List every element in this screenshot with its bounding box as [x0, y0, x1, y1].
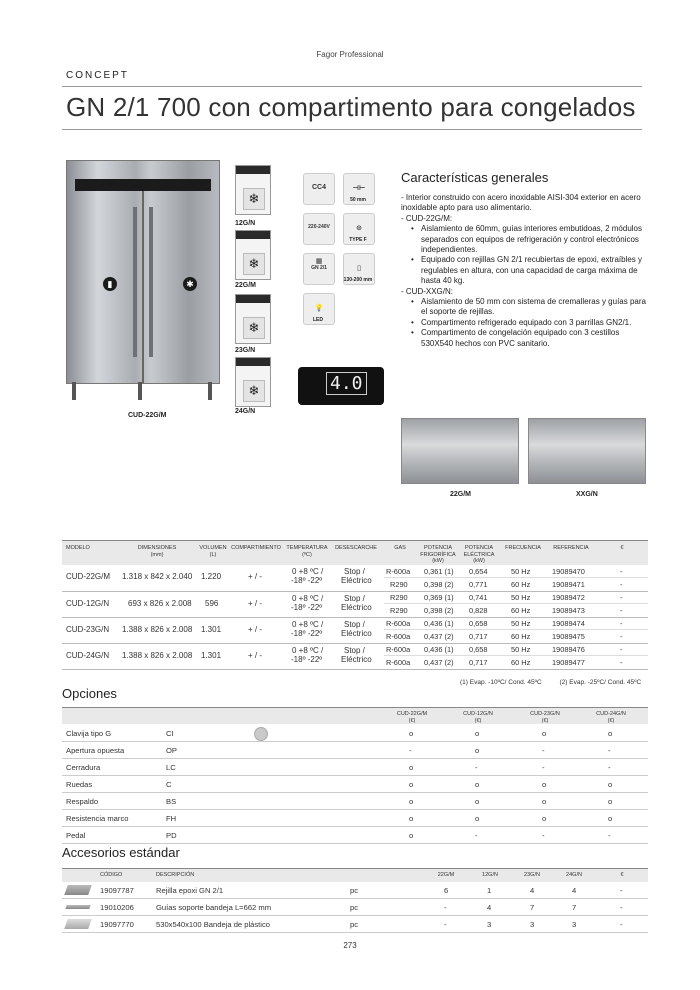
volume: 596 — [205, 599, 219, 608]
page-number: 273 — [343, 941, 357, 950]
option-name: Respaldo — [66, 797, 99, 806]
accessory-unit: pc — [350, 886, 359, 895]
gas: R-600a — [386, 645, 411, 654]
accessory-code: 19097787 — [100, 886, 134, 895]
accessory-code: 19097770 — [100, 920, 134, 929]
price: - — [620, 593, 623, 602]
col-header: TEMPERATURA (ºC) — [286, 545, 328, 558]
spec-table-header — [62, 540, 648, 565]
table-row — [62, 630, 648, 643]
option-value: o — [475, 746, 480, 755]
option-name: Resistencia marco — [66, 814, 129, 823]
lock-icon: ▮ — [103, 277, 117, 291]
option-value: - — [475, 763, 478, 772]
accessory-description: 530x540x100 Bandeja de plástico — [156, 920, 270, 929]
price: - — [620, 567, 623, 576]
defrost: Eléctrico — [341, 629, 372, 638]
interior-photo — [528, 418, 646, 484]
option-value: - — [475, 831, 478, 840]
col-header: REFERENCIA — [553, 545, 589, 551]
reference: 19089476 — [552, 645, 585, 654]
cooling-power: 0,369 (1) — [424, 593, 454, 602]
option-value: o — [409, 831, 414, 840]
cooling-power: 0,436 (1) — [424, 645, 454, 654]
dimensions: 1.318 x 842 x 2.040 — [122, 572, 193, 581]
option-row — [62, 759, 648, 776]
shelf-spacing-icon: ▯ — [343, 253, 375, 285]
option-name: Clavija tipo G — [66, 729, 112, 738]
option-value: - — [409, 746, 412, 755]
gas: R290 — [390, 593, 408, 602]
table-row — [62, 656, 648, 669]
price: - — [620, 658, 623, 667]
col-header: COMPARTIMIENTO — [231, 545, 281, 551]
volume: 1.220 — [201, 572, 222, 581]
frequency: 50 Hz — [511, 619, 531, 628]
variant-thumbnail — [235, 165, 271, 215]
col-header: 23G/N — [524, 872, 540, 878]
electric-power: 0,717 — [469, 658, 488, 667]
table-row — [62, 604, 648, 617]
cooling-power: 0,361 (1) — [424, 567, 454, 576]
col-header: DIMENSIONES (mm) — [137, 545, 177, 558]
accessory-qty: 4 — [530, 886, 535, 895]
accessory-qty: - — [444, 920, 447, 929]
snowflake-icon: ❄ — [243, 188, 265, 210]
accessory-row — [62, 899, 648, 916]
col-header: FRECUENCIA — [505, 545, 541, 551]
cooling-power: 0,398 (2) — [424, 580, 454, 589]
option-name: Pedal — [66, 831, 86, 840]
voltage-icon: 220-240V — [303, 213, 335, 245]
price: - — [620, 632, 623, 641]
feature-bullet: • Aislamiento de 50 mm con sistema de cremalleras y guías para el soporte de rejillas. — [409, 297, 651, 318]
reference: 19089477 — [552, 658, 585, 667]
model-name: CUD-22G/M — [66, 572, 111, 581]
gas: R-600a — [386, 658, 411, 667]
option-code: C — [166, 780, 172, 789]
dimensions: 693 x 826 x 2.008 — [128, 599, 192, 608]
frequency: 50 Hz — [511, 593, 531, 602]
col-header: DESCRIPCIÓN — [156, 872, 195, 878]
accessory-qty: 7 — [572, 903, 577, 912]
volume: 1.301 — [201, 651, 222, 660]
compartment: + / - — [248, 599, 263, 608]
accessory-price: - — [620, 886, 623, 895]
defrost: Stop / — [344, 646, 365, 655]
option-name: Apertura opuesta — [66, 746, 125, 755]
option-row — [62, 725, 648, 742]
col-header: GAS — [394, 545, 406, 551]
photo-label: XXG/N — [576, 491, 598, 498]
option-code: CI — [166, 729, 174, 738]
defrost: Eléctrico — [341, 603, 372, 612]
frequency: 50 Hz — [511, 567, 531, 576]
frequency: 60 Hz — [511, 658, 531, 667]
reference: 19089471 — [552, 580, 585, 589]
accessory-code: 19010206 — [100, 903, 134, 912]
feature-bullet: • Compartimento de congelación equipado con 3 cestillos 530X540 hechos con PVC sanitario. — [409, 328, 651, 349]
option-value: o — [608, 797, 613, 806]
variant-label: 24G/N — [235, 408, 256, 415]
plug-icon — [254, 727, 268, 741]
col-header: 12G/N — [482, 872, 498, 878]
table-notes — [460, 679, 657, 686]
gn-rack-icon: ▦ GN 2/1 — [303, 253, 335, 285]
option-value: o — [475, 729, 480, 738]
compartment: + / - — [248, 651, 263, 660]
gas: R290 — [390, 606, 408, 615]
accessory-price: - — [620, 903, 623, 912]
electric-power: 0,717 — [469, 632, 488, 641]
variant-thumbnail — [235, 294, 271, 344]
reference: 19089472 — [552, 593, 585, 602]
snowflake-icon: ❄ — [243, 317, 265, 339]
price: - — [620, 645, 623, 654]
compartment: + / - — [248, 572, 263, 581]
compartment: + / - — [248, 625, 263, 634]
option-value: o — [409, 797, 414, 806]
col-header: CUD-12G/N (€) — [463, 711, 493, 724]
divider — [62, 86, 642, 87]
variant-label: 12G/N — [235, 220, 256, 227]
defrost: Eléctrico — [341, 576, 372, 585]
option-value: o — [542, 814, 547, 823]
section-label: CONCEPT — [66, 70, 129, 81]
col-header: CUD-23G/N (€) — [530, 711, 560, 724]
divider — [62, 129, 642, 130]
accessory-qty: 7 — [530, 903, 535, 912]
reference: 19089470 — [552, 567, 585, 576]
option-code: BS — [166, 797, 177, 806]
plug-icon: ⊙ — [343, 213, 375, 245]
snowflake-icon: ✱ — [183, 277, 197, 291]
frequency: 60 Hz — [511, 632, 531, 641]
option-value: - — [542, 763, 545, 772]
frequency: 60 Hz — [511, 606, 531, 615]
accessory-row — [62, 882, 648, 899]
cooling-power: 0,437 (2) — [424, 632, 454, 641]
feature-line: - CUD-22G/M: — [401, 213, 453, 223]
accessory-qty: 3 — [530, 920, 535, 929]
col-header: CUD-24G/N (€) — [596, 711, 626, 724]
variant-thumbnail — [235, 230, 271, 280]
climate-class-icon: CC4 — [303, 173, 335, 205]
option-value: o — [475, 814, 480, 823]
defrost: Stop / — [344, 594, 365, 603]
option-value: o — [409, 814, 414, 823]
product-image — [66, 160, 224, 419]
volume: 1.301 — [201, 625, 222, 634]
option-value: o — [409, 729, 414, 738]
option-name: Cerradura — [66, 763, 101, 772]
variant-label: 22G/M — [235, 282, 257, 289]
shelf-spacing-label: 130-200 mm — [343, 277, 373, 283]
features-title: Características generales — [401, 170, 549, 185]
brand-name: Fagor Professional — [316, 50, 384, 59]
cooling-power: 0,398 (2) — [424, 606, 454, 615]
defrost: Eléctrico — [341, 655, 372, 664]
temperature: 0 +8 ºC / — [292, 567, 324, 576]
variant-label: 23G/N — [235, 347, 256, 354]
photo-label: 22G/M — [450, 491, 472, 498]
accessory-unit: pc — [350, 920, 359, 929]
col-header: CÓDIGO — [100, 872, 123, 878]
option-value: - — [608, 763, 611, 772]
electric-power: 0,658 — [469, 645, 488, 654]
price: - — [620, 580, 623, 589]
option-value: o — [608, 729, 613, 738]
col-header: VOLUMEN (L) — [199, 545, 227, 558]
price: - — [620, 606, 623, 615]
accessory-qty: 4 — [487, 903, 492, 912]
electric-power: 0,741 — [469, 593, 488, 602]
temperature: -18º -22º — [291, 655, 323, 664]
feature-line: - Interior construido con acero inoxidable AISI-304 exterior en acero inoxidable apto para uso alimentario. — [401, 193, 641, 213]
accessories-title: Accesorios estándar — [62, 845, 180, 860]
option-name: Ruedas — [66, 780, 93, 789]
accessory-qty: 1 — [487, 886, 492, 895]
col-header: MODELO — [66, 545, 90, 551]
feature-bullet: • Aislamiento de 60mm, guías interiores embutidoas, 2 módulos separados con equipos de refrigeración y control electrónicos independientes. — [409, 224, 651, 255]
tray-guide-image — [65, 905, 90, 909]
snowflake-icon: ❄ — [243, 380, 265, 402]
col-header: 22G/M — [437, 872, 455, 878]
option-row — [62, 742, 648, 759]
model-name: CUD-12G/N — [66, 599, 110, 608]
accessory-description: Rejilla epoxi GN 2/1 — [156, 886, 224, 895]
option-code: LC — [166, 763, 176, 772]
temperature: -18º -22º — [291, 576, 323, 585]
table-row — [62, 578, 648, 591]
electric-power: 0,654 — [469, 567, 488, 576]
electric-power: 0,771 — [469, 580, 488, 589]
note: (1) Evap. -10ºC/ Cond. 45ºC — [460, 679, 542, 686]
insulation-label: 50 mm — [350, 197, 366, 203]
option-value: o — [542, 780, 547, 789]
options-title: Opciones — [62, 686, 117, 701]
page-title: GN 2/1 700 con compartimento para congelados — [66, 92, 636, 122]
accessory-qty: 4 — [572, 886, 577, 895]
cooling-power: 0,437 (2) — [424, 658, 454, 667]
frequency: 50 Hz — [511, 645, 531, 654]
model-name: CUD-23G/N — [66, 625, 110, 634]
col-header: € — [620, 872, 624, 878]
reference: 19089474 — [552, 619, 585, 628]
option-value: - — [542, 746, 545, 755]
option-code: OP — [166, 746, 177, 755]
led-label: LED — [313, 317, 323, 323]
accessory-unit: pc — [350, 903, 359, 912]
dimensions: 1.388 x 826 x 2.008 — [122, 651, 193, 660]
interior-photo — [401, 418, 519, 484]
col-header: POTENCIA FRIGORÍFICA (kW) — [420, 545, 456, 564]
accessory-qty: - — [444, 903, 447, 912]
control-display — [298, 367, 384, 405]
gas: R-600a — [386, 619, 411, 628]
reference: 19089473 — [552, 606, 585, 615]
option-value: o — [608, 780, 613, 789]
option-row — [62, 827, 648, 844]
options-header — [62, 707, 648, 724]
variant-thumbnail — [235, 357, 271, 407]
option-row — [62, 810, 648, 827]
accessory-description: Guías soporte bandeja L=662 mm — [156, 903, 272, 912]
frequency: 60 Hz — [511, 580, 531, 589]
option-value: o — [542, 729, 547, 738]
option-row — [62, 793, 648, 810]
option-value: - — [542, 831, 545, 840]
features-list — [401, 193, 651, 349]
col-header: POTENCIA ELÉCTRICA (kW) — [463, 545, 495, 564]
accessory-price: - — [620, 920, 623, 929]
gas: R-600a — [386, 567, 411, 576]
temperature: -18º -22º — [291, 603, 323, 612]
col-header: € — [620, 545, 624, 551]
col-header: DESESCARCHE — [335, 545, 377, 551]
option-value: - — [608, 831, 611, 840]
defrost: Stop / — [344, 620, 365, 629]
feature-line: - CUD-XXG/N: — [401, 286, 453, 296]
gas: R290 — [390, 580, 408, 589]
accessories-header — [62, 868, 648, 882]
price: - — [620, 619, 623, 628]
model-name: CUD-24G/N — [66, 651, 110, 660]
lightbulb-icon: 💡 — [303, 293, 335, 325]
plug-label: TYPE F — [349, 237, 367, 243]
insulation-icon: ⊣⊢ — [343, 173, 375, 205]
temperature: 0 +8 ºC / — [292, 646, 324, 655]
col-header: CUD-22G/M (€) — [396, 711, 428, 724]
accessory-qty: 6 — [444, 886, 449, 895]
option-code: PD — [166, 831, 177, 840]
defrost: Stop / — [344, 567, 365, 576]
option-value: o — [542, 797, 547, 806]
col-header: 24G/N — [566, 872, 582, 878]
dimensions: 1.388 x 826 x 2.008 — [122, 625, 193, 634]
electric-power: 0,658 — [469, 619, 488, 628]
snowflake-icon: ❄ — [243, 253, 265, 275]
temperature: 0 +8 ºC / — [292, 620, 324, 629]
display-value: 4.0 — [326, 372, 367, 395]
option-value: o — [475, 797, 480, 806]
product-image-label: CUD-22G/M — [128, 412, 167, 419]
gas: R-600a — [386, 632, 411, 641]
option-value: - — [608, 746, 611, 755]
feature-bullet: • Equipado con rejillas GN 2/1 recubiertas de epoxi, extraíbles y regulables en altura, con una capacidad de carga máxima de hasta 40 kg. — [409, 255, 651, 286]
option-row — [62, 776, 648, 793]
grid-shelf-image — [64, 885, 92, 895]
accessory-qty: 3 — [572, 920, 577, 929]
temperature: 0 +8 ºC / — [292, 594, 324, 603]
cooling-power: 0,436 (1) — [424, 619, 454, 628]
note: (2) Evap. -25ºC/ Cond. 45ºC — [559, 679, 642, 686]
option-value: o — [608, 814, 613, 823]
reference: 19089475 — [552, 632, 585, 641]
plastic-tray-image — [64, 919, 92, 929]
option-value: o — [409, 780, 414, 789]
accessory-qty: 3 — [487, 920, 492, 929]
temperature: -18º -22º — [291, 629, 323, 638]
option-value: o — [409, 763, 414, 772]
feature-bullet: • Compartimento refrigerado equipado con 3 parrillas GN2/1. — [409, 318, 651, 328]
option-value: o — [475, 780, 480, 789]
option-code: FH — [166, 814, 177, 823]
electric-power: 0,828 — [469, 606, 488, 615]
accessory-row — [62, 916, 648, 933]
